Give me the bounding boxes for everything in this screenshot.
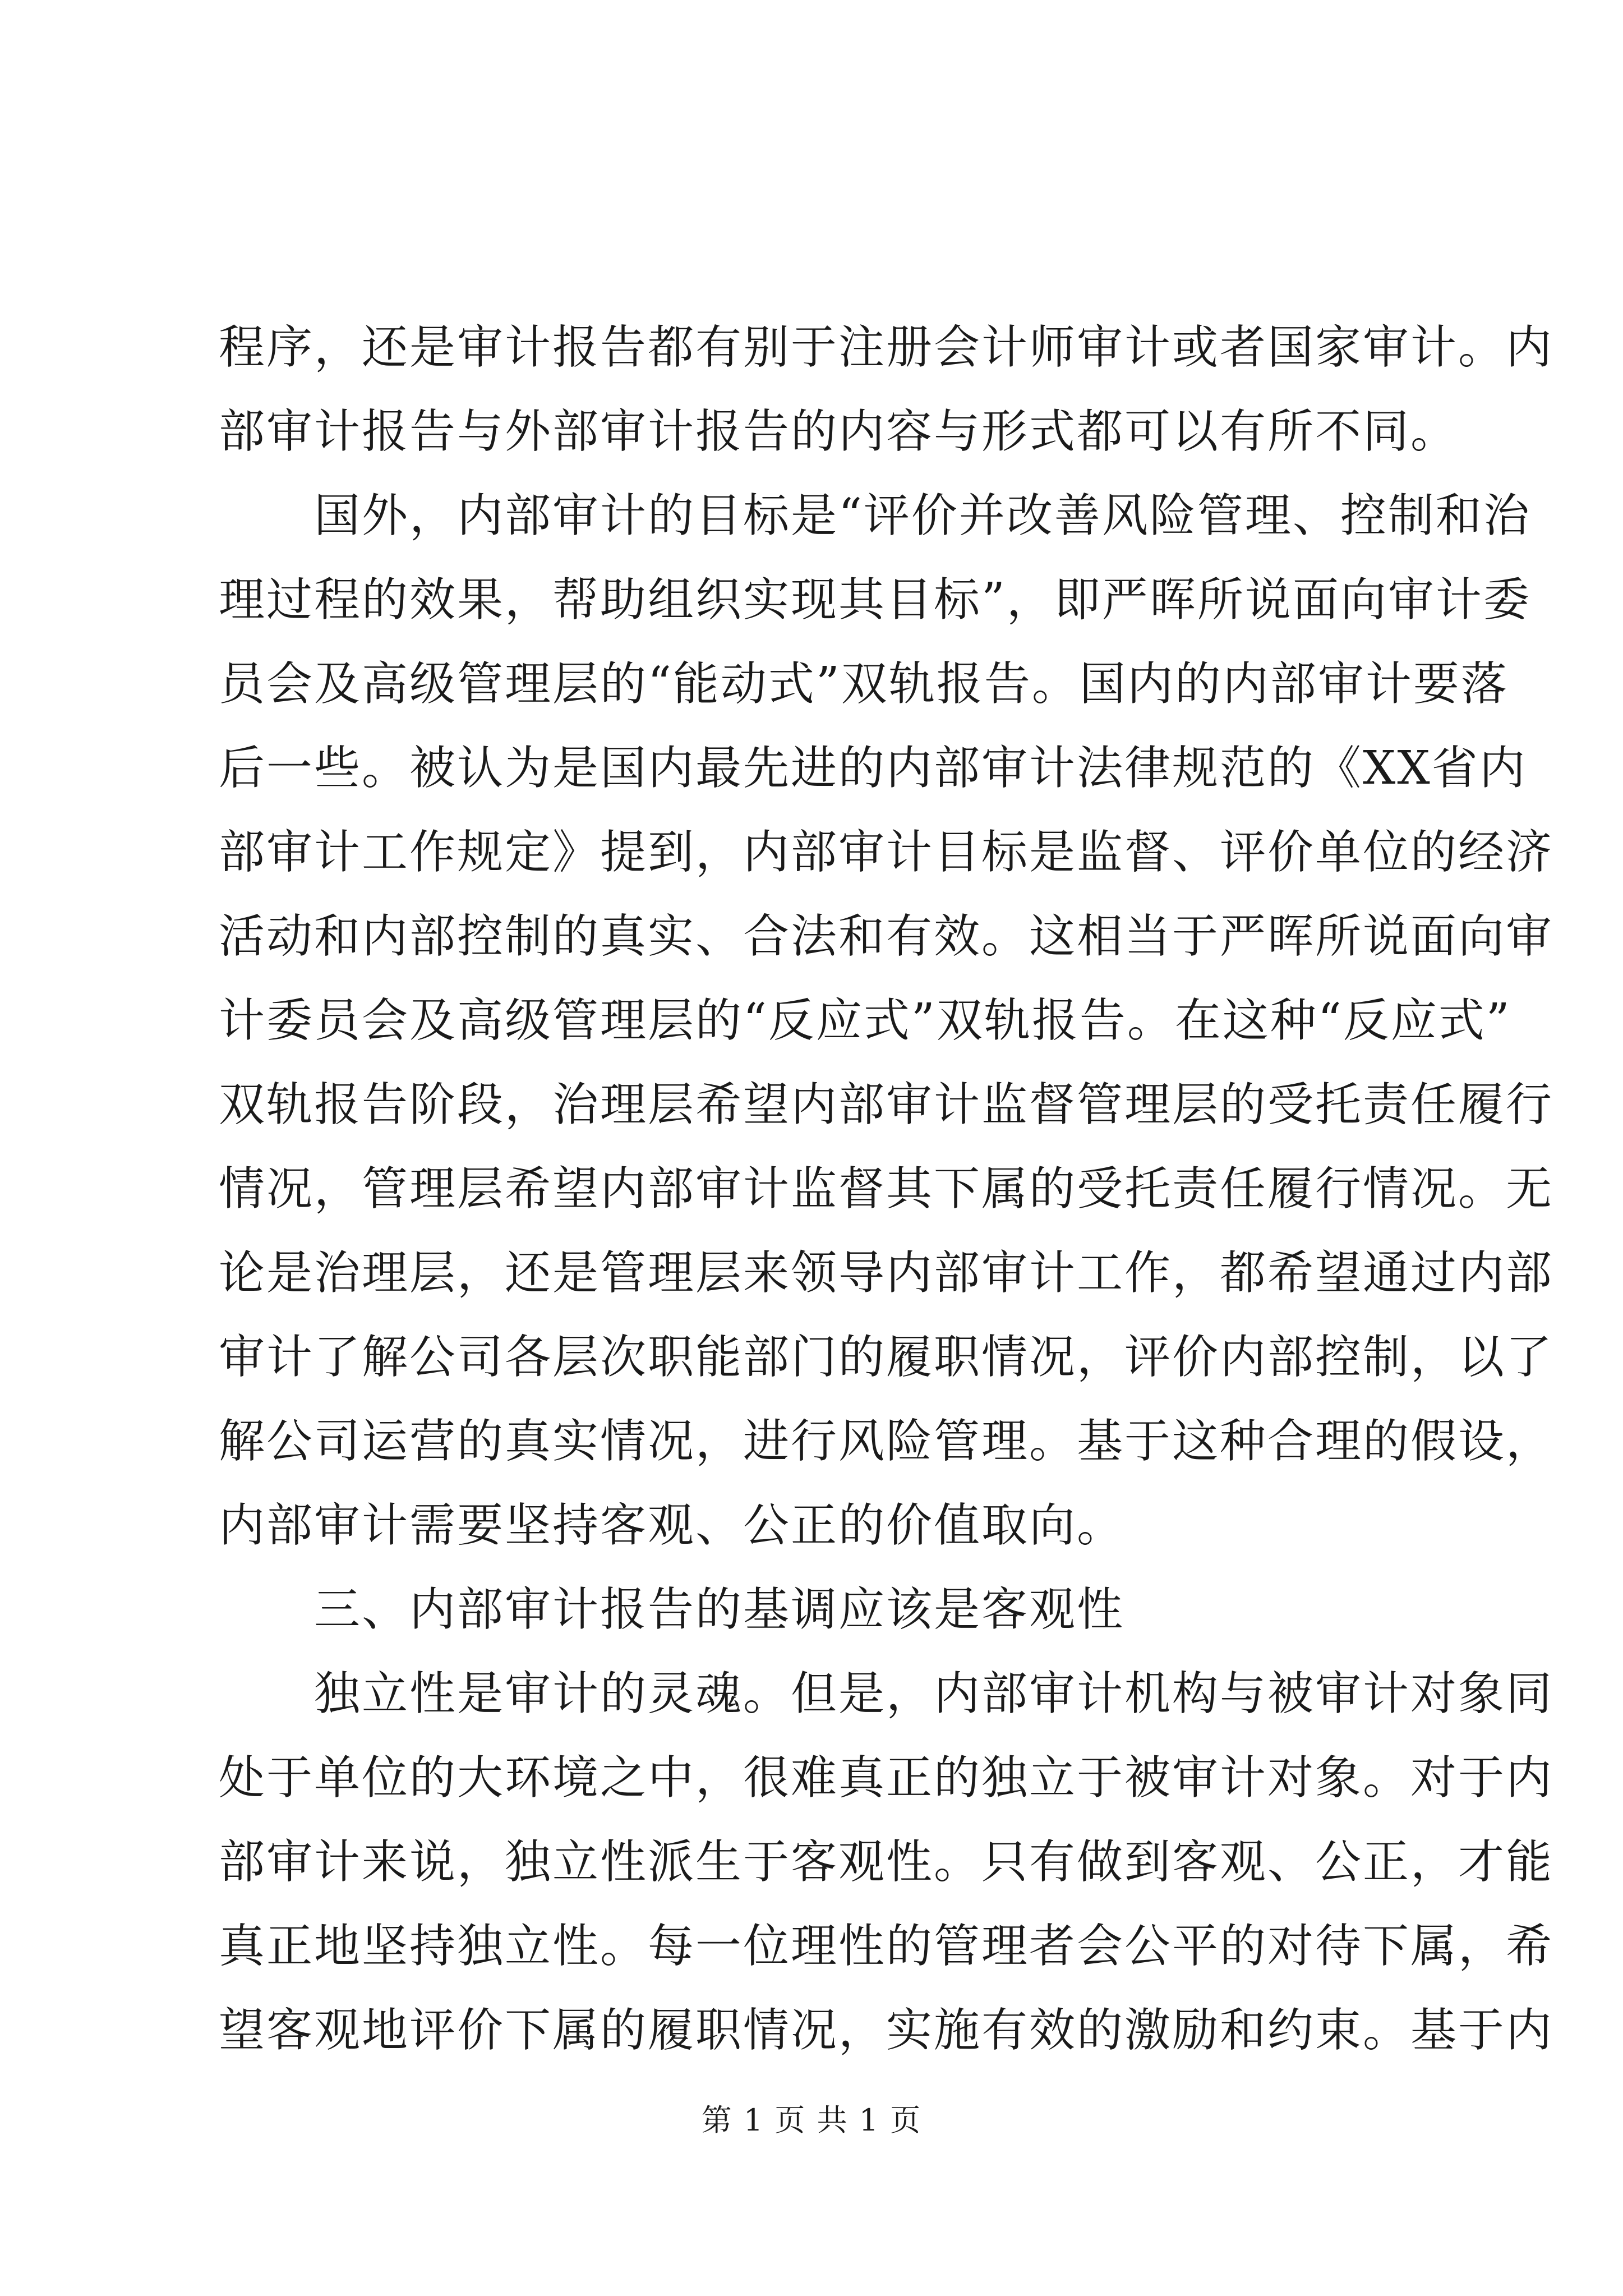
text-line: 后一些。被认为是国内最先进的内部审计法律规范的《XX省内 xyxy=(219,742,1527,795)
text-line: 审计了解公司各层次职能部门的履职情况，评价内部控制，以了 xyxy=(219,1331,1554,1384)
text-line: 望客观地评价下属的履职情况，实施有效的激励和约束。基于内 xyxy=(219,2004,1554,2057)
text-line: 计委员会及高级管理层的“反应式”双轨报告。在这种“反应式” xyxy=(219,994,1511,1047)
text-line: 国外，内部审计的目标是“评价并改善风险管理、控制和治 xyxy=(219,489,1531,542)
text-line: 解公司运营的真实情况，进行风险管理。基于这种合理的假设， xyxy=(219,1415,1554,1468)
text-line: 情况，管理层希望内部审计监督其下属的受托责任履行情况。无 xyxy=(219,1162,1554,1216)
text-line: 活动和内部控制的真实、合法和有效。这相当于严晖所说面向审 xyxy=(219,910,1554,963)
text-line: 员会及高级管理层的“能动式”双轨报告。国内的内部审计要落 xyxy=(219,657,1509,711)
text-line: 程序，还是审计报告都有别于注册会计师审计或者国家审计。内 xyxy=(219,321,1554,374)
text-line: 独立性是审计的灵魂。但是，内部审计机构与被审计对象同 xyxy=(219,1667,1554,1720)
text-line: 部审计工作规定》提到，内部审计目标是监督、评价单位的经济 xyxy=(219,826,1554,879)
page-footer: 第 1 页 共 1 页 xyxy=(701,2102,922,2138)
text-line: 处于单位的大环境之中，很难真正的独立于被审计对象。对于内 xyxy=(219,1751,1554,1805)
text-line: 内部审计需要坚持客观、公正的价值取向。 xyxy=(219,1499,1125,1552)
text-line: 双轨报告阶段，治理层希望内部审计监督管理层的受托责任履行 xyxy=(219,1078,1554,1131)
text-line: 部审计报告与外部审计报告的内容与形式都可以有所不同。 xyxy=(219,405,1459,458)
text-line: 真正地坚持独立性。每一位理性的管理者会公平的对待下属，希 xyxy=(219,1920,1554,1973)
section-heading: 三、内部审计报告的基调应该是客观性 xyxy=(219,1583,1125,1636)
text-line: 论是治理层，还是管理层来领导内部审计工作，都希望通过内部 xyxy=(219,1246,1554,1300)
text-line: 部审计来说，独立性派生于客观性。只有做到客观、公正，才能 xyxy=(219,1835,1554,1889)
text-line: 理过程的效果，帮助组织实现其目标”，即严晖所说面向审计委 xyxy=(219,573,1531,627)
